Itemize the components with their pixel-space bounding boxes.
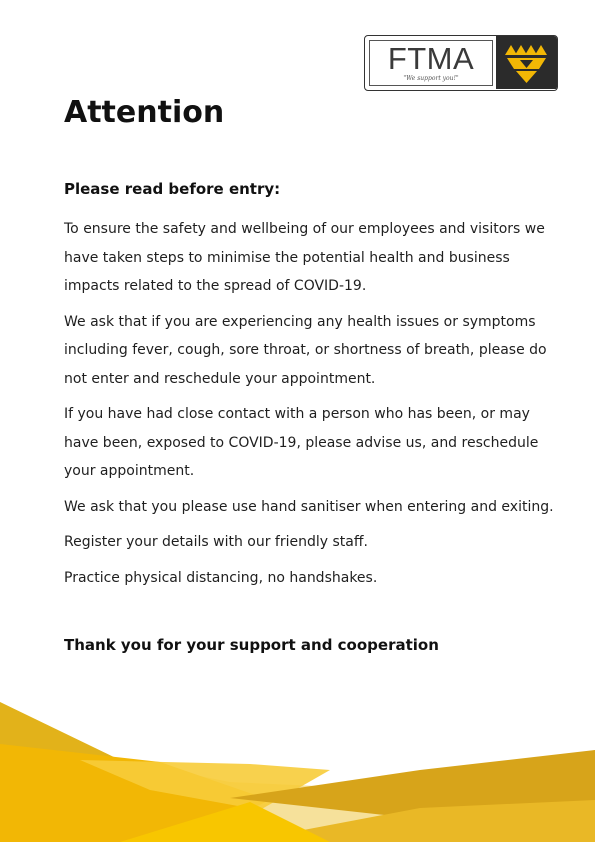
paragraph: We ask that if you are experiencing any health issues or symptoms including fever, cough, sore throat, or shortness of breath, please do not enter and reschedule your appointment. [64,313,547,387]
paragraph: Register your details with our friendly staff. [64,534,368,550]
closing-line: Thank you for your support and cooperation [64,636,439,654]
ftma-logo [364,35,558,91]
footer-wave-decoration [0,690,595,842]
paragraph: We ask that you please use hand sanitiser when entering and exiting. [64,498,554,515]
page-title: Attention [64,95,225,130]
logo-wordmark: FTMA [387,41,475,76]
paragraph: If you have had close contact with a person who has been, or may have been, exposed to COVID-19, please advise us, and reschedule your appointment. [64,406,539,479]
body-text [64,215,554,599]
logo-text-box [369,40,493,86]
ftma-emblem-icon [496,36,557,89]
paragraph: Practice physical distancing, no handshakes. [64,569,378,586]
paragraph: To ensure the safety and wellbeing of our employees and visitors we have taken steps to minimise the potential health and business impacts related to the spread of COVID-19. [64,221,545,294]
section-heading: Please read before entry: [64,180,281,198]
logo-tagline: "We support you!" [403,75,459,82]
